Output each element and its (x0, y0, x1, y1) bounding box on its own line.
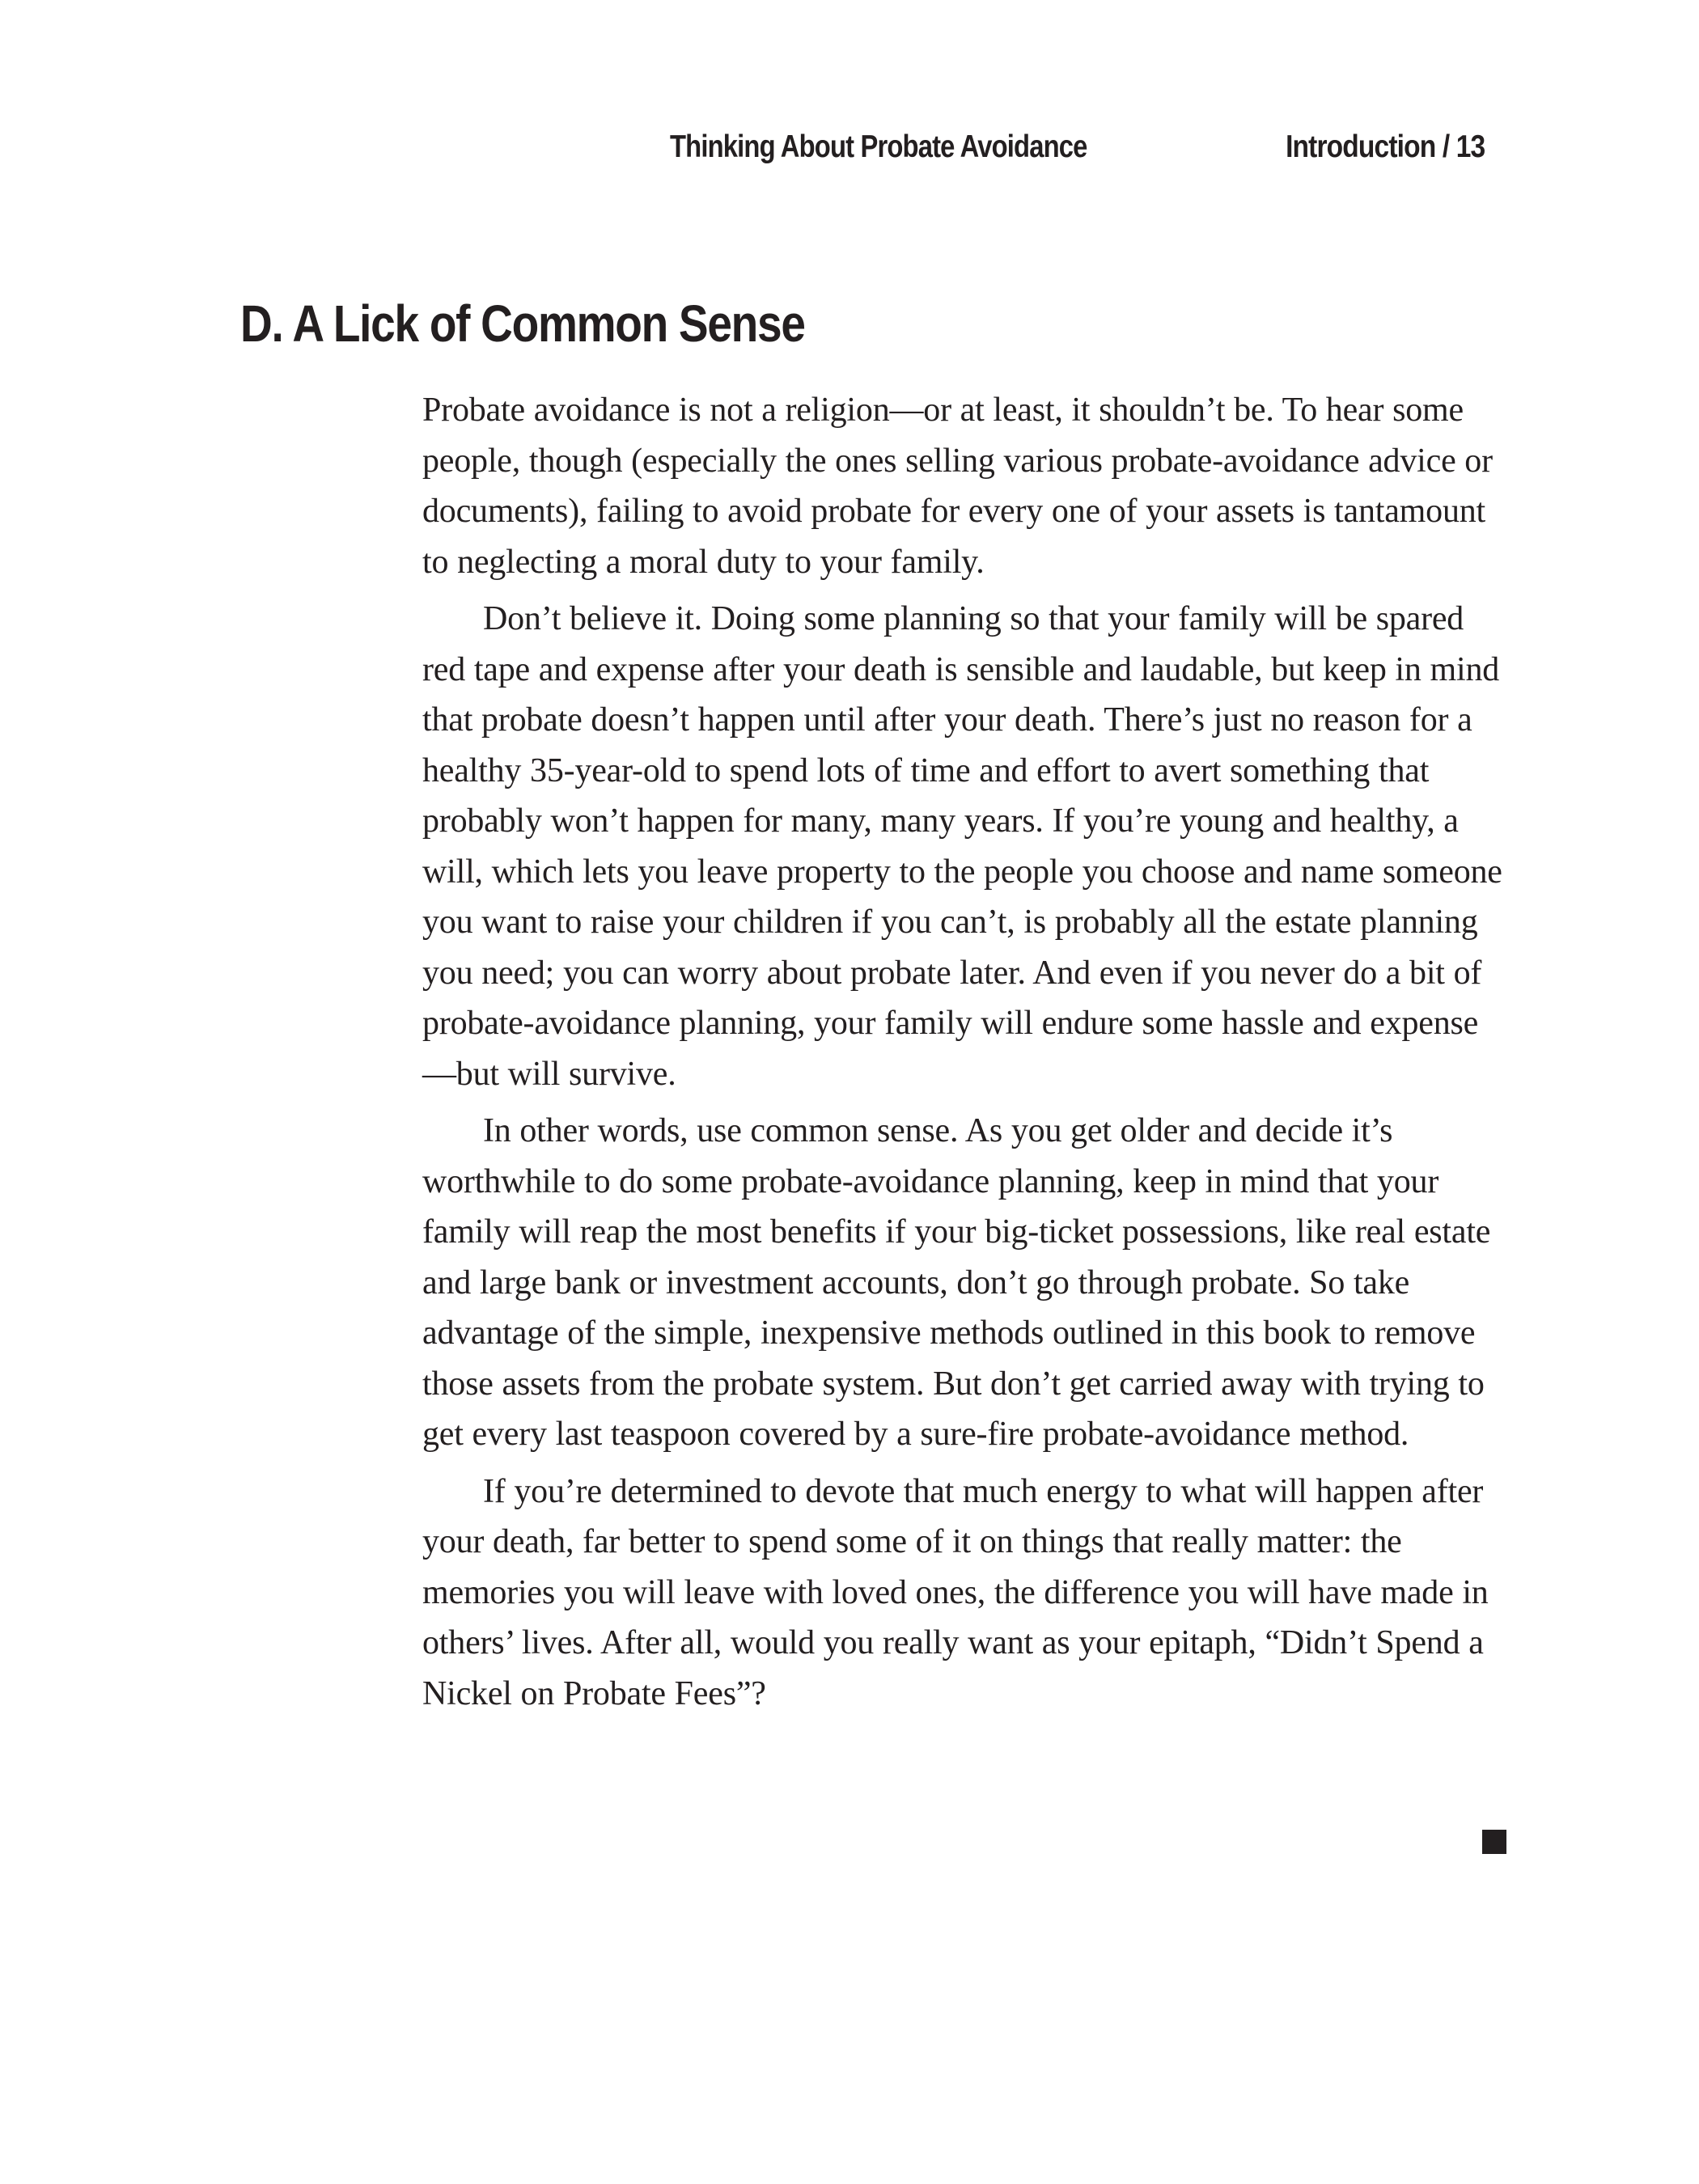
running-head (0, 129, 1699, 178)
paragraph-2: Don’t believe it. Doing some planning so that your family will be spared red tape and expense after your death is sensible and laudable, but keep in mind that probate doesn’t happen until after your death. There’s just no reason for a healthy 35-year-old to spend lots of time and effort to avert something that probably won’t happen for many, many years. If you’re young and healthy, a will, which lets you leave property to the people you choose and name someone you want to raise your children if you can’t, is probably all the estate planning you need; you can worry about probate later. And even if you never do a bit of probate-avoidance planning, your family will endure some hassle and expense—but will survive. (422, 600, 1502, 1093)
paragraph-4: If you’re determined to devote that much energy to what will happen after your death, far better to spend some of it on things that really matter: the memories you will leave with loved ones, the difference you will have made in others’ lives. After all, would you really want as your epitaph, “Didn’t Spend a Nickel on Probate Fees”? (422, 1472, 1489, 1712)
section-heading: D. A Lick of Common Sense (240, 294, 805, 353)
paragraph-3: In other words, use common sense. As you get older and decide it’s worthwhile to do some probate-avoidance planning, keep in mind that your family will reap the most benefits if your big-ticket possessions, like real estate and large bank or investment accounts, don’t go through probate. So take advantage of the simple, inexpensive methods outlined in this book to remove those assets from the probate system. But don’t get carried away with trying to get every last teaspoon covered by a sure-fire probate-avoidance method. (422, 1112, 1491, 1453)
paragraph-1: Probate avoidance is not a religion—or at least, it shouldn’t be. To hear some people, though (especially the ones selling various probate-avoidance advice or documents), failing to avoid probate for every one of your assets is tantamount to neglecting a moral duty to your family. (422, 392, 1493, 581)
running-head-chapter-page: Introduction / 13 (1285, 129, 1485, 164)
body-text (422, 385, 1506, 1725)
end-of-section-square-icon (1482, 1830, 1506, 1854)
running-head-section-title: Thinking About Probate Avoidance (670, 129, 1087, 164)
